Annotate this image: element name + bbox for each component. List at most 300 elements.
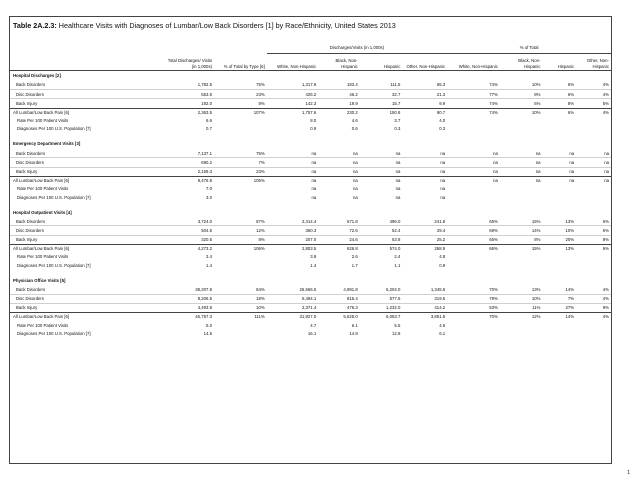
cell-value: 31,827.0: [267, 312, 319, 321]
cell-value: [214, 185, 267, 193]
cell-value: 90.7: [402, 108, 447, 117]
cell-value: 319.5: [402, 294, 447, 303]
cell-value: 5.0: [206, 322, 213, 328]
cell-value: 4.7: [310, 322, 317, 328]
col-header: Hispanic: [360, 54, 403, 71]
cell-value: 69%: [447, 226, 500, 235]
cell-value: 690.2: [161, 158, 214, 167]
cell-value: 6.1: [439, 330, 446, 336]
rate-row: [10, 253, 611, 261]
cell-value: 8%: [258, 237, 265, 243]
cell-value: 4%: [576, 312, 611, 321]
table-number: Table 2A.2.3:: [13, 21, 57, 30]
cell-value: 107%: [214, 108, 267, 117]
cell-value: na: [447, 176, 500, 185]
table-row: [10, 303, 611, 312]
cell-value: 1,317.9: [267, 81, 319, 90]
cell-value: 2,371.4: [301, 305, 317, 311]
row-label: Diagnoses Per 100 U.S. Population [7]: [17, 194, 91, 200]
cell-value: 1.7: [351, 262, 358, 268]
cell-value: 20%: [565, 237, 575, 243]
cell-value: 25.2: [436, 237, 446, 243]
cell-value: 350.3: [267, 226, 319, 235]
cell-value: 6%: [534, 100, 541, 106]
cell-value: [500, 185, 543, 193]
cell-value: [500, 125, 543, 133]
cell-value: 38,207.8: [161, 285, 214, 294]
cell-value: 4%: [576, 81, 611, 90]
section-title: Emergency Department Visits [3]: [13, 141, 81, 147]
cell-value: 5,625.0: [318, 312, 359, 321]
row-label: Back Disorders: [10, 285, 161, 294]
cell-value: na: [395, 168, 401, 174]
cell-value: 74%: [489, 100, 498, 106]
cell-value: na: [447, 149, 500, 158]
table-row: [10, 235, 611, 244]
table-row: [10, 90, 611, 99]
cell-value: 12%: [500, 312, 543, 321]
cell-value: na: [542, 158, 576, 167]
cell-value: 10%: [500, 81, 543, 90]
cell-value: 70%: [447, 312, 500, 321]
cell-value: [447, 253, 500, 261]
cell-value: na: [535, 168, 541, 174]
cell-value: 4,991.8: [318, 285, 359, 294]
cell-value: 111.5: [360, 81, 403, 90]
cell-value: 4.5: [439, 322, 446, 328]
table-caption: Healthcare Visits with Diagnoses of Lumbar/Low Back Disorders [1] by Race/Ethnicity, United States 2013: [56, 21, 396, 30]
cell-value: 84%: [214, 285, 267, 294]
cell-value: 6%: [542, 108, 576, 117]
row-label: Rate Per 100 Patient Visits: [17, 254, 69, 260]
cell-value: 0.3: [394, 126, 401, 132]
cell-value: [542, 253, 576, 261]
cell-value: na: [576, 176, 611, 185]
table-frame: [9, 16, 612, 464]
cell-value: 87%: [214, 217, 267, 226]
population-rate-row: [10, 193, 611, 201]
section-title: Hospital Outpatient Visits [4]: [13, 209, 72, 215]
cell-value: 6%: [576, 217, 611, 226]
cell-value: 577.5: [360, 294, 403, 303]
cell-value: [447, 117, 500, 125]
cell-value: 4%: [576, 285, 611, 294]
cell-value: 1,232.0: [386, 305, 401, 311]
cell-value: 1,345.5: [402, 285, 447, 294]
cell-value: na: [360, 158, 403, 167]
cell-value: 230.2: [318, 108, 359, 117]
row-label: All Lumbar/Low Back Pain [6]: [10, 108, 161, 117]
cell-value: [542, 329, 576, 337]
cell-value: 553.5: [161, 90, 214, 99]
cell-value: 192.0: [201, 100, 213, 106]
cell-value: 106%: [214, 244, 267, 253]
row-label: Diagnoses Per 100 U.S. Population [7]: [17, 262, 91, 268]
cell-value: 150.8: [360, 108, 403, 117]
cell-value: [576, 329, 611, 337]
cell-value: 815.4: [318, 294, 359, 303]
total-row: [10, 176, 611, 185]
cell-value: [542, 193, 576, 201]
table-body: [10, 42, 611, 338]
cell-value: na: [576, 158, 611, 167]
cell-value: 2,414.4: [267, 217, 319, 226]
section-title: Physician Office Visits [5]: [13, 277, 66, 283]
row-label: All Lumbar/Low Back Pain [6]: [10, 244, 161, 253]
col-header: Black, Non-Hispanic: [318, 54, 359, 71]
row-label: Rate Per 100 Patient Visits: [17, 322, 69, 328]
cell-value: na: [576, 149, 611, 158]
cell-value: 4,273.2: [161, 244, 214, 253]
cell-value: 268.9: [402, 244, 447, 253]
cell-value: [500, 193, 543, 201]
cell-value: 19.9: [349, 100, 358, 106]
cell-value: 3.4: [206, 254, 213, 260]
cell-value: 2.4: [394, 254, 401, 260]
cell-value: [576, 253, 611, 261]
cell-value: 6.1: [351, 322, 358, 328]
cell-value: 3,851.5: [402, 312, 447, 321]
cell-value: 3,724.0: [161, 217, 214, 226]
cell-value: 21.3: [402, 90, 447, 99]
cell-value: [214, 253, 267, 261]
cell-value: 207.0: [305, 237, 317, 243]
group-header-discharges: Discharges/Visits (in 1,000s): [267, 42, 447, 54]
cell-value: 13%: [542, 244, 576, 253]
cell-value: na: [447, 158, 500, 167]
cell-value: 3.0: [206, 194, 213, 200]
cell-value: 11%: [532, 305, 541, 311]
cell-value: 9,476.9: [161, 176, 214, 185]
cell-value: 1.1: [394, 262, 401, 268]
cell-value: [576, 125, 611, 133]
cell-value: na: [318, 158, 359, 167]
cell-value: 10%: [542, 226, 576, 235]
section-title-row: [10, 71, 611, 82]
row-label: Diagnoses Per 100 U.S. Population [7]: [17, 126, 91, 132]
cell-value: 14.8: [349, 330, 358, 336]
cell-value: 65%: [489, 237, 498, 243]
cell-value: na: [352, 168, 358, 174]
cell-value: 4.0: [439, 118, 446, 124]
cell-value: [214, 193, 267, 201]
col-header: White, Non-Hispanic: [267, 54, 319, 71]
cell-value: 79%: [447, 294, 500, 303]
cell-value: 0.9: [439, 262, 446, 268]
cell-value: na: [318, 149, 359, 158]
cell-value: 142.3: [305, 100, 317, 106]
cell-value: 14%: [500, 226, 543, 235]
col-header: Hispanic: [542, 54, 576, 71]
cell-value: 15%: [500, 217, 543, 226]
cell-value: 0.9: [310, 126, 317, 132]
cell-value: [447, 185, 500, 193]
table-row: [10, 294, 611, 303]
cell-value: 476.3: [346, 305, 358, 311]
cell-value: 5.5: [394, 322, 401, 328]
cell-value: 24.6: [349, 237, 358, 243]
cell-value: [447, 329, 500, 337]
total-row: [10, 312, 611, 321]
col-header: White, Non-Hispanic: [447, 54, 500, 71]
cell-value: 9.9: [439, 100, 446, 106]
cell-value: 4.6: [351, 118, 358, 124]
cell-value: na: [440, 194, 446, 200]
cell-value: 8%: [534, 237, 541, 243]
cell-value: [576, 193, 611, 201]
cell-value: 1,757.6: [267, 108, 319, 117]
rate-row: [10, 185, 611, 193]
cell-value: 72.6: [318, 226, 359, 235]
cell-value: na: [395, 194, 401, 200]
cell-value: [576, 321, 611, 329]
cell-value: 52.4: [360, 226, 403, 235]
cell-value: 18%: [214, 294, 267, 303]
cell-value: 13%: [500, 285, 543, 294]
row-label: Rate Per 100 Patient Visits: [17, 118, 69, 124]
row-label: Back Disorders: [10, 149, 161, 158]
cell-value: na: [542, 149, 576, 158]
row-label: Back Injury: [16, 168, 38, 174]
cell-value: 3.7: [394, 118, 401, 124]
cell-value: 5,204.0: [360, 285, 403, 294]
cell-value: 14.5: [203, 330, 213, 336]
cell-value: 65%: [447, 217, 500, 226]
cell-value: na: [311, 186, 317, 192]
cell-value: 574.0: [360, 244, 403, 253]
cell-value: 23%: [256, 168, 265, 174]
cell-value: [214, 117, 267, 125]
cell-value: 7,137.1: [161, 149, 214, 158]
cell-value: [576, 261, 611, 269]
row-label: Disc Disorders: [10, 226, 161, 235]
cell-value: 63.8: [391, 237, 401, 243]
cell-value: 8%: [567, 100, 575, 106]
cell-value: 0.3: [439, 126, 446, 132]
cell-value: na: [360, 176, 403, 185]
cell-value: 12.8: [391, 330, 401, 336]
cell-value: 6.6: [206, 118, 213, 124]
population-rate-row: [10, 261, 611, 269]
cell-value: 65.3: [402, 81, 447, 90]
row-label: Diagnoses Per 100 U.S. Population [7]: [17, 330, 91, 336]
cell-value: [542, 321, 576, 329]
cell-value: na: [318, 176, 359, 185]
cell-value: 320.5: [201, 237, 213, 243]
row-label: Back Injury: [16, 100, 38, 106]
col-header: Other, Non-Hispanic: [402, 54, 447, 71]
cell-value: 13%: [542, 217, 576, 226]
cell-value: 241.8: [402, 217, 447, 226]
cell-value: 4%: [576, 90, 611, 99]
table-row: [10, 149, 611, 158]
rate-row: [10, 117, 611, 125]
cell-value: [542, 185, 576, 193]
cell-value: 571.8: [318, 217, 359, 226]
cell-value: 14%: [542, 312, 576, 321]
cell-value: 16.1: [307, 330, 317, 336]
cell-value: 6,494.1: [267, 294, 319, 303]
section-title: Hospital Discharges [2]: [13, 73, 61, 79]
cell-value: 7%: [214, 158, 267, 167]
table-row: [10, 226, 611, 235]
cell-value: na: [500, 149, 543, 158]
cell-value: 105%: [214, 176, 267, 185]
cell-value: 77%: [447, 90, 500, 99]
cell-value: 66%: [447, 244, 500, 253]
cell-value: na: [311, 194, 317, 200]
cell-value: na: [402, 158, 447, 167]
cell-value: 4%: [576, 294, 611, 303]
table-row: [10, 158, 611, 167]
cell-value: 111%: [214, 312, 267, 321]
table-title: [13, 21, 396, 30]
cell-value: [542, 117, 576, 125]
data-table: [10, 42, 611, 338]
cell-value: 8%: [602, 237, 609, 243]
cell-value: 70%: [447, 285, 500, 294]
cell-value: na: [267, 149, 319, 158]
cell-value: 504.5: [161, 226, 214, 235]
cell-value: 0.6: [351, 126, 358, 132]
row-label: Back Disorders: [10, 81, 161, 90]
row-label: Disc Disorders: [10, 90, 161, 99]
cell-value: 3.9: [310, 254, 317, 260]
row-label: Disc Disorders: [10, 294, 161, 303]
cell-value: [542, 125, 576, 133]
cell-value: 74%: [447, 81, 500, 90]
cell-value: 6,053.7: [360, 312, 403, 321]
rate-row: [10, 321, 611, 329]
cell-value: [542, 261, 576, 269]
row-label: All Lumbar/Low Back Pain [6]: [10, 312, 161, 321]
table-row: [10, 285, 611, 294]
row-label: Disc Disorders: [10, 158, 161, 167]
cell-value: 14%: [542, 285, 576, 294]
cell-value: na: [360, 149, 403, 158]
total-row: [10, 244, 611, 253]
cell-value: 75%: [214, 149, 267, 158]
col-header: Black, Non-Hispanic: [500, 54, 543, 71]
cell-value: 53%: [489, 305, 498, 311]
cell-value: 7.0: [206, 186, 213, 192]
cell-value: 4.8: [439, 254, 446, 260]
cell-value: 10%: [256, 305, 265, 311]
cell-value: na: [440, 186, 446, 192]
row-label: Rate Per 100 Patient Visits: [17, 186, 69, 192]
cell-value: [500, 253, 543, 261]
cell-value: 626.8: [318, 244, 359, 253]
cell-value: 23%: [214, 90, 267, 99]
cell-value: 414.2: [434, 305, 446, 311]
cell-value: 10%: [500, 294, 543, 303]
table-row: [10, 167, 611, 176]
cell-value: 6%: [542, 81, 576, 90]
col-header: Other, Non-Hispanic: [576, 54, 611, 71]
cell-value: 183.4: [318, 81, 359, 90]
cell-value: na: [493, 168, 498, 174]
section-title-row: [10, 139, 611, 149]
cell-value: [500, 117, 543, 125]
cell-value: [214, 321, 267, 329]
cell-value: 1.4: [206, 262, 213, 268]
cell-value: 5%: [602, 100, 609, 106]
cell-value: na: [604, 168, 609, 174]
table-row: [10, 217, 611, 226]
table-row: [10, 99, 611, 108]
cell-value: na: [311, 168, 317, 174]
cell-value: 9%: [602, 305, 609, 311]
cell-value: 2,159.3: [197, 168, 213, 174]
col-header: % of Total by Type [6]: [214, 54, 267, 71]
section-title-row: [10, 207, 611, 217]
cell-value: na: [402, 149, 447, 158]
cell-value: [447, 321, 500, 329]
cell-value: 496.0: [360, 217, 403, 226]
cell-value: 2.6: [351, 254, 358, 260]
cell-value: 4%: [576, 108, 611, 117]
cell-value: na: [402, 176, 447, 185]
column-header-row: [10, 54, 611, 71]
cell-value: 75%: [214, 81, 267, 90]
cell-value: [447, 261, 500, 269]
cell-value: [214, 329, 267, 337]
cell-value: na: [352, 194, 358, 200]
cell-value: 8%: [500, 90, 543, 99]
cell-value: na: [500, 158, 543, 167]
cell-value: 32.7: [360, 90, 403, 99]
col-header: Total Discharges/ Visits (in 1,000s): [161, 54, 214, 71]
cell-value: [214, 261, 267, 269]
cell-value: 27%: [565, 305, 575, 311]
cell-value: 6%: [542, 90, 576, 99]
cell-value: na: [267, 176, 319, 185]
cell-value: [576, 117, 611, 125]
cell-value: na: [500, 176, 543, 185]
cell-value: na: [395, 186, 401, 192]
cell-value: 6%: [576, 244, 611, 253]
row-label: Back Disorders: [10, 217, 161, 226]
section-title-row: [10, 275, 611, 285]
population-rate-row: [10, 125, 611, 133]
cell-value: 8,206.5: [161, 294, 214, 303]
cell-value: 2,803.5: [267, 244, 319, 253]
table-row: [10, 81, 611, 90]
cell-value: 4,493.9: [197, 305, 213, 311]
population-rate-row: [10, 329, 611, 337]
group-header-row: [10, 42, 611, 54]
page-number: 1: [627, 470, 630, 476]
cell-value: 15.7: [391, 100, 401, 106]
cell-value: 8.0: [310, 118, 317, 124]
total-row: [10, 108, 611, 117]
cell-value: 6%: [576, 226, 611, 235]
cell-value: na: [267, 158, 319, 167]
cell-value: [500, 321, 543, 329]
cell-value: 12%: [214, 226, 267, 235]
group-header-percent: % of Total: [447, 42, 611, 54]
cell-value: 1.4: [310, 262, 317, 268]
cell-value: 0.7: [206, 126, 213, 132]
cell-value: na: [569, 168, 575, 174]
cell-value: na: [352, 186, 358, 192]
cell-value: [447, 125, 500, 133]
cell-value: [500, 329, 543, 337]
cell-value: [214, 125, 267, 133]
cell-value: 8%: [258, 100, 265, 106]
row-label: Back Injury: [16, 237, 38, 243]
cell-value: 2,363.5: [161, 108, 214, 117]
